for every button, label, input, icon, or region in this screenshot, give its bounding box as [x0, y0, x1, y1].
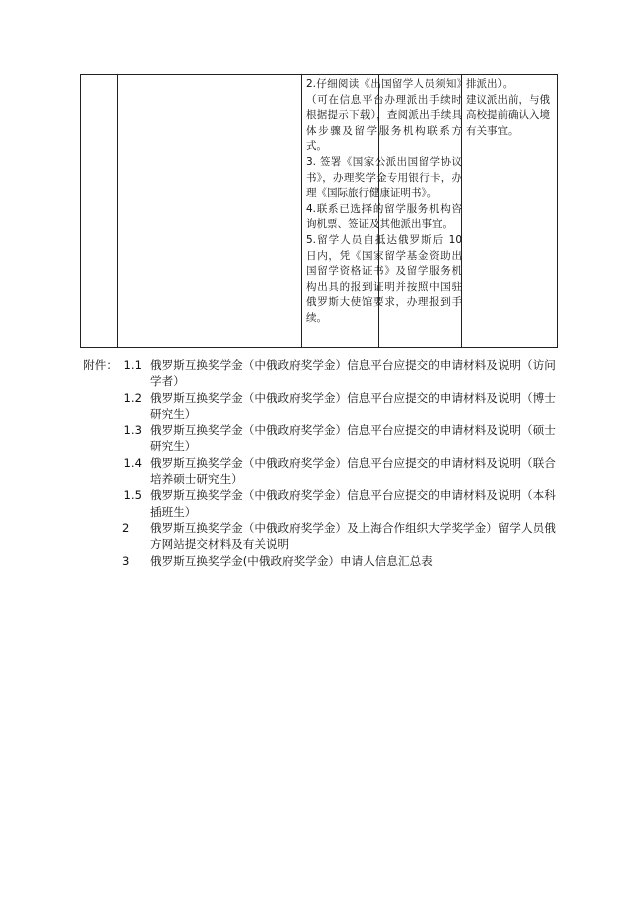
attachment-item [118, 520, 558, 553]
procedure-step: 2.仔细阅读《出国留学人员须知》（可在信息平台办理派出手续时根据提示下载），查阅派出手续具体步骤及留学服务机构联系方式。 [306, 78, 462, 153]
attachment-number: 1.5 [123, 488, 142, 503]
procedure-step: 5.留学人员自抵达俄罗斯后 10 日内，凭《国家留学基金资助出国留学资格证书》及留学服务机构出具的报到证明并按照中国驻俄罗斯大使馆要求，办理报到手续。 [306, 233, 462, 324]
requirements-table [80, 74, 558, 348]
procedure-step: 4.联系已选择的留学服务机构咨询机票、签证及其他派出事宜。 [306, 202, 462, 231]
attachment-text: 俄罗斯互换奖学金（中俄政府奖学金）信息平台应提交的申请材料及说明（访问学者） [150, 358, 556, 389]
attachment-number: 1.4 [123, 455, 142, 470]
note-line: 排派出）。 [466, 78, 514, 90]
attachment-number: 1.3 [123, 423, 142, 438]
attachment-text: 俄罗斯互换奖学金（中俄政府奖学金）信息平台应提交的申请材料及说明（联合培养硕士研究生） [150, 455, 556, 487]
attachment-number: 1.1 [123, 358, 142, 372]
attachment-number: 3 [122, 553, 130, 568]
attachment-item [118, 422, 558, 455]
attachment-item [118, 455, 558, 488]
table-cell-notes [466, 77, 550, 139]
note-line: 建议派出前，与俄高校提前确认入境有关事宜。 [466, 93, 550, 137]
attachment-text: 俄罗斯互换奖学金（中俄政府奖学金）及上海合作组织大学奖学金）留学人员俄方网站提交材料及有关说明 [150, 520, 556, 552]
attachment-text: 俄罗斯互换奖学金（中俄政府奖学金）信息平台应提交的申请材料及说明（本科插班生） [150, 488, 556, 519]
attachments-label: 附件： [83, 358, 118, 372]
attachment-item [118, 553, 558, 569]
procedure-step: 3. 签署《国家公派出国留学协议书》，办理奖学金专用银行卡，办理《国际旅行健康证明书》。 [306, 155, 462, 200]
attachment-item [118, 390, 558, 423]
table-column-divider [301, 75, 302, 347]
attachment-number: 1.2 [123, 390, 142, 405]
attachment-item [83, 357, 558, 390]
table-column-divider [117, 75, 118, 347]
table-cell-procedure-steps [306, 77, 462, 327]
attachment-text: 俄罗斯互换奖学金（中俄政府奖学金）信息平台应提交的申请材料及说明（硕士研究生） [150, 423, 556, 454]
attachment-text: 俄罗斯互换奖学金（中俄政府奖学金）信息平台应提交的申请材料及说明（博士研究生） [150, 390, 556, 421]
attachment-item [118, 487, 558, 520]
attachment-number: 2 [122, 520, 130, 535]
attachments-list [83, 357, 558, 569]
attachment-text: 俄罗斯互换奖学金(中俄政府奖学金）申请人信息汇总表 [150, 553, 433, 568]
